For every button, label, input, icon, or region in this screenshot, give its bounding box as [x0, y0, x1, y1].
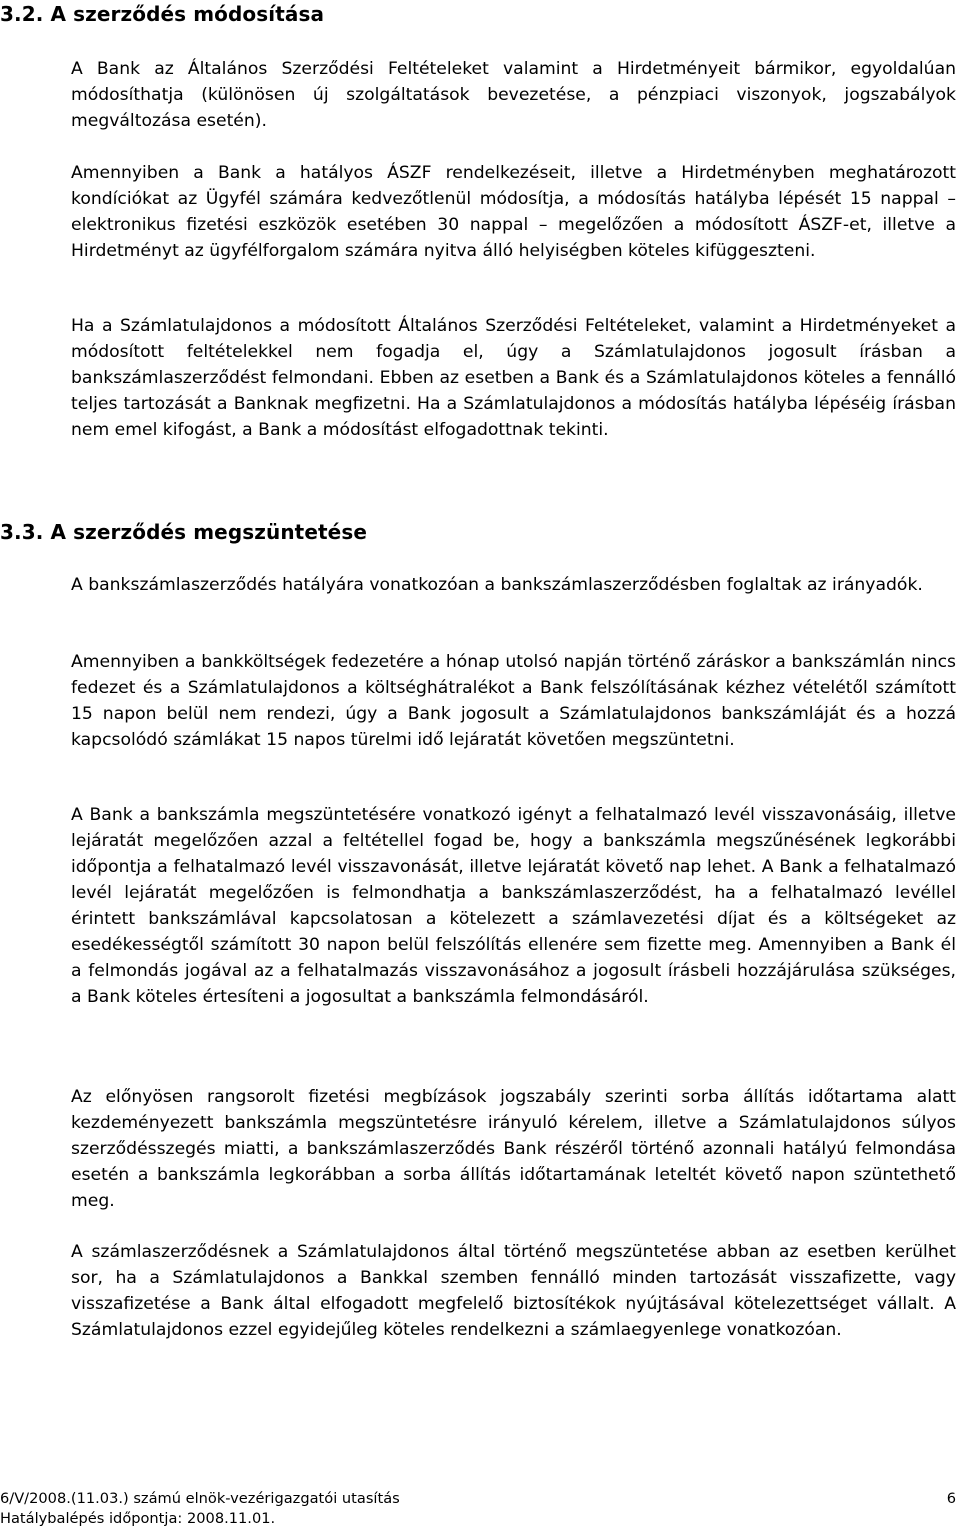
- paragraph-3-3-2: [0, 649, 956, 753]
- paragraph-3-3-5: [0, 1239, 956, 1343]
- footer-directive-reference: 6/V/2008.(11.03.) számú elnök-vezérigazgatói utasítás: [0, 1490, 400, 1507]
- section-heading-modification: 3.2. A szerződés módosítása: [0, 2, 325, 26]
- paragraph-number: [0, 56, 71, 82]
- paragraph-text: A Bank a bankszámla megszüntetésére vonatkozó igényt a felhatalmazó levél visszavonásáig, illetve lejáratát megelőzően azzal a feltétellel fogad be, hogy a bankszámla megszűnésének legkorábbi időpontja a felhatalmazó levél visszavonását, illetve lejáratát követő nap lehet. A Bank a felhatalmazó levél lejáratát megelőzően is felmondhatja a bankszámlaszerződést, ha a felhatalmazó levéllel érintett bankszámlával kapcsolatosan a kötelezett a számlavezetési díjat és a költségeket az esedékességtől számított 30 napon belül felszólítás ellenére sem fizette meg. Amennyiben a Bank él a felmondás jogával az a felhatalmazás visszavonásához a jogosult írásbeli hozzájárulása szükséges, a Bank köteles értesíteni a jogosultat a bankszámla felmondásáról.: [71, 805, 956, 1007]
- section-heading-termination: 3.3. A szerződés megszüntetése: [0, 520, 367, 544]
- paragraph-3-2-2: [0, 160, 956, 264]
- paragraph-number: [0, 1239, 71, 1265]
- paragraph-text: Az előnyösen rangsorolt fizetési megbízások jogszabály szerinti sorba állítás időtartama alatt kezdeményezett bankszámla megszüntetésre irányuló kérelem, illetve a Számlatulajdonos súlyos szerződésszegés miatti, a bankszámlaszerződés Bank részéről történő azonnali hatályú felmondása esetén a bankszámla legkorábban a sorba állítás időtartamának leteltét követő napon szüntethető meg.: [71, 1087, 956, 1211]
- paragraph-3-2-1: [0, 56, 956, 134]
- paragraph-number: [0, 160, 71, 186]
- paragraph-text: Amennyiben a Bank a hatályos ÁSZF rendelkezéseit, illetve a Hirdetményben meghatározott kondíciókat az Ügyfél számára kedvezőtlenül módosítja, a módosítás hatályba lépését 15 nappal – elektronikus fizetési eszközök esetében 30 nappal – megelőzően a módosított ÁSZF-et, illetve a Hirdetményt az ügyfélforgalom számára nyitva álló helyiségben köteles kifüggeszteni.: [71, 163, 956, 261]
- paragraph-text: A számlaszerződésnek a Számlatulajdonos által történő megszüntetése abban az esetben kerülhet sor, ha a Számlatulajdonos a Bankkal szemben fennálló minden tartozását visszafizette, vagy visszafizetése a Bank által elfogadott megfelelő biztosítékok nyújtásával kötelezettséget vállalt. A Számlatulajdonos ezzel egyidejűleg köteles rendelkezni a számlaegyenlege vonatkozóan.: [71, 1242, 956, 1340]
- paragraph-3-3-4: [0, 1084, 956, 1214]
- paragraph-number: [0, 649, 71, 675]
- paragraph-3-3-3: [0, 802, 956, 1010]
- footer-effective-date: Hatálybalépés időpontja: 2008.11.01.: [0, 1510, 276, 1527]
- page-number: 6: [946, 1490, 956, 1507]
- paragraph-text: A bankszámlaszerződés hatályára vonatkozóan a bankszámlaszerződésben foglaltak az irányadók.: [71, 575, 923, 595]
- paragraph-text: Amennyiben a bankköltségek fedezetére a hónap utolsó napján történő záráskor a bankszámlán nincs fedezet és a Számlatulajdonos a költséghátralékot a Bank felszólításának kézhez vételétől számított 15 napon belül nem rendezi, úgy a Bank jogosult a Számlatulajdonos bankszámláját és a hozzá kapcsolódó számlákat 15 napos türelmi idő lejáratát követően megszüntetni.: [71, 652, 956, 750]
- paragraph-number: [0, 572, 71, 598]
- paragraph-text: Ha a Számlatulajdonos a módosított Általános Szerződési Feltételeket, valamint a Hirdetményeket a módosított feltételekkel nem fogadja el, úgy a Számlatulajdonos jogosult írásban a bankszámlaszerződést felmondani. Ebben az esetben a Bank és a Számlatulajdonos köteles a fennálló teljes tartozását a Banknak megfizetni. Ha a Számlatulajdonos a módosítás hatályba lépéséig írásban nem emel kifogást, a Bank a módosítást elfogadottnak tekinti.: [71, 316, 956, 440]
- page-footer: [0, 1489, 956, 1529]
- paragraph-number: [0, 313, 71, 339]
- paragraph-3-2-3: [0, 313, 956, 443]
- paragraph-text: A Bank az Általános Szerződési Feltételeket valamint a Hirdetményeit bármikor, egyoldalúan módosíthatja (különösen új szolgáltatások bevezetése, a pénzpiaci viszonyok, jogszabályok megváltozása esetén).: [71, 59, 956, 131]
- paragraph-number: [0, 802, 71, 828]
- paragraph-number: [0, 1084, 71, 1110]
- paragraph-3-3-1: [0, 572, 956, 598]
